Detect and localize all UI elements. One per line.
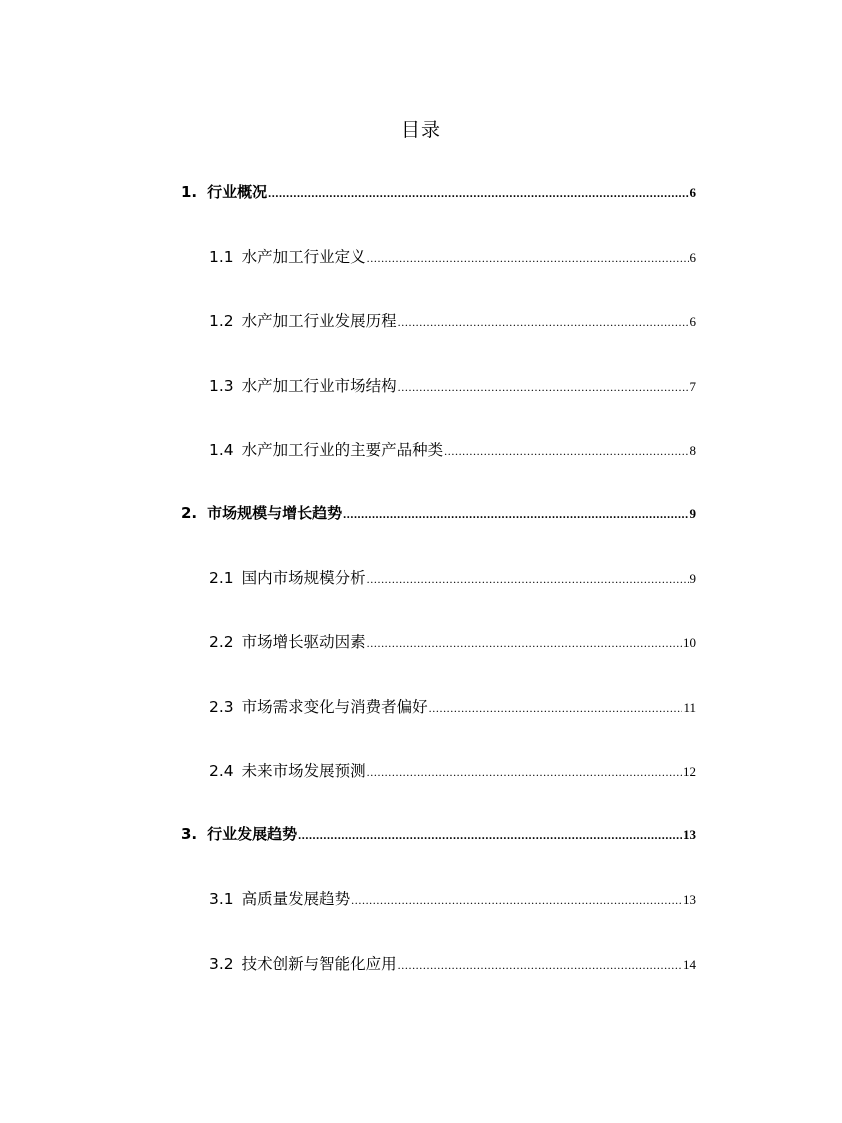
- page-number: 14: [683, 957, 696, 972]
- entry-title: 未来市场发展预测: [241, 762, 366, 780]
- dot-leader: [367, 572, 689, 587]
- entry-title: 行业发展趋势: [207, 825, 298, 843]
- entry-title: 市场增长驱动因素: [241, 633, 366, 651]
- page-number: 12: [683, 764, 696, 779]
- toc-entry-section-3-2[interactable]: [209, 952, 696, 978]
- entry-number: 1.2: [209, 312, 234, 330]
- entry-number: 2.1: [209, 569, 234, 587]
- entry-title: 水产加工行业定义: [241, 248, 366, 266]
- dot-leader: [298, 828, 682, 843]
- dot-leader: [367, 636, 682, 651]
- entry-title: 市场规模与增长趋势: [207, 504, 343, 522]
- entry-title: 市场需求变化与消费者偏好: [241, 698, 428, 716]
- toc-entry-section-2-3[interactable]: [209, 695, 696, 721]
- toc-entry-chapter-1[interactable]: [181, 181, 696, 207]
- dot-leader: [343, 507, 688, 522]
- entry-number: 2.2: [209, 633, 234, 651]
- toc-entry-section-1-4[interactable]: [209, 438, 696, 464]
- entry-number: 3.2: [209, 955, 234, 973]
- toc-entry-section-1-3[interactable]: [209, 374, 696, 400]
- page-number: 9: [689, 506, 696, 521]
- entry-number: 1.3: [209, 377, 234, 395]
- page-number: 8: [689, 443, 696, 458]
- page-number: 6: [689, 250, 696, 265]
- entry-number: 1.: [181, 183, 198, 201]
- entry-number: 3.1: [209, 890, 234, 908]
- toc-entry-section-1-2[interactable]: [209, 309, 696, 335]
- entry-title: 国内市场规模分析: [241, 569, 366, 587]
- dot-leader: [367, 251, 689, 266]
- toc-entry-section-2-4[interactable]: [209, 759, 696, 785]
- entry-number: 3.: [181, 825, 198, 843]
- toc-entry-section-2-2[interactable]: [209, 630, 696, 656]
- page-number: 10: [683, 635, 696, 650]
- page-number: 13: [683, 827, 696, 842]
- entry-title: 行业概况: [207, 183, 268, 201]
- page-number: 9: [689, 571, 696, 586]
- entry-title: 水产加工行业的主要产品种类: [241, 441, 444, 459]
- entry-title: 水产加工行业市场结构: [241, 377, 397, 395]
- toc-entry-section-2-1[interactable]: [209, 566, 696, 592]
- page-number: 7: [689, 379, 696, 394]
- entry-number: 2.4: [209, 762, 234, 780]
- entry-number: 1.4: [209, 441, 234, 459]
- toc-entry-chapter-3[interactable]: [181, 823, 696, 849]
- dot-leader: [444, 444, 688, 459]
- dot-leader: [429, 701, 683, 716]
- toc-entry-section-1-1[interactable]: [209, 245, 696, 271]
- page-number: 6: [689, 314, 696, 329]
- toc-entry-chapter-2[interactable]: [181, 502, 696, 528]
- toc-title: 目录: [400, 119, 441, 141]
- page-number: 6: [689, 185, 696, 200]
- entry-title: 技术创新与智能化应用: [241, 955, 397, 973]
- entry-number: 1.1: [209, 248, 234, 266]
- entry-title: 高质量发展趋势: [241, 890, 351, 908]
- dot-leader: [268, 186, 688, 201]
- dot-leader: [367, 765, 682, 780]
- dot-leader: [398, 380, 689, 395]
- dot-leader: [398, 958, 682, 973]
- entry-title: 水产加工行业发展历程: [241, 312, 397, 330]
- page-number: 11: [683, 700, 696, 715]
- dot-leader: [351, 893, 682, 908]
- entry-number: 2.: [181, 504, 198, 522]
- entry-number: 2.3: [209, 698, 234, 716]
- dot-leader: [398, 315, 689, 330]
- toc-entry-section-3-1[interactable]: [209, 887, 696, 913]
- page-number: 13: [683, 892, 696, 907]
